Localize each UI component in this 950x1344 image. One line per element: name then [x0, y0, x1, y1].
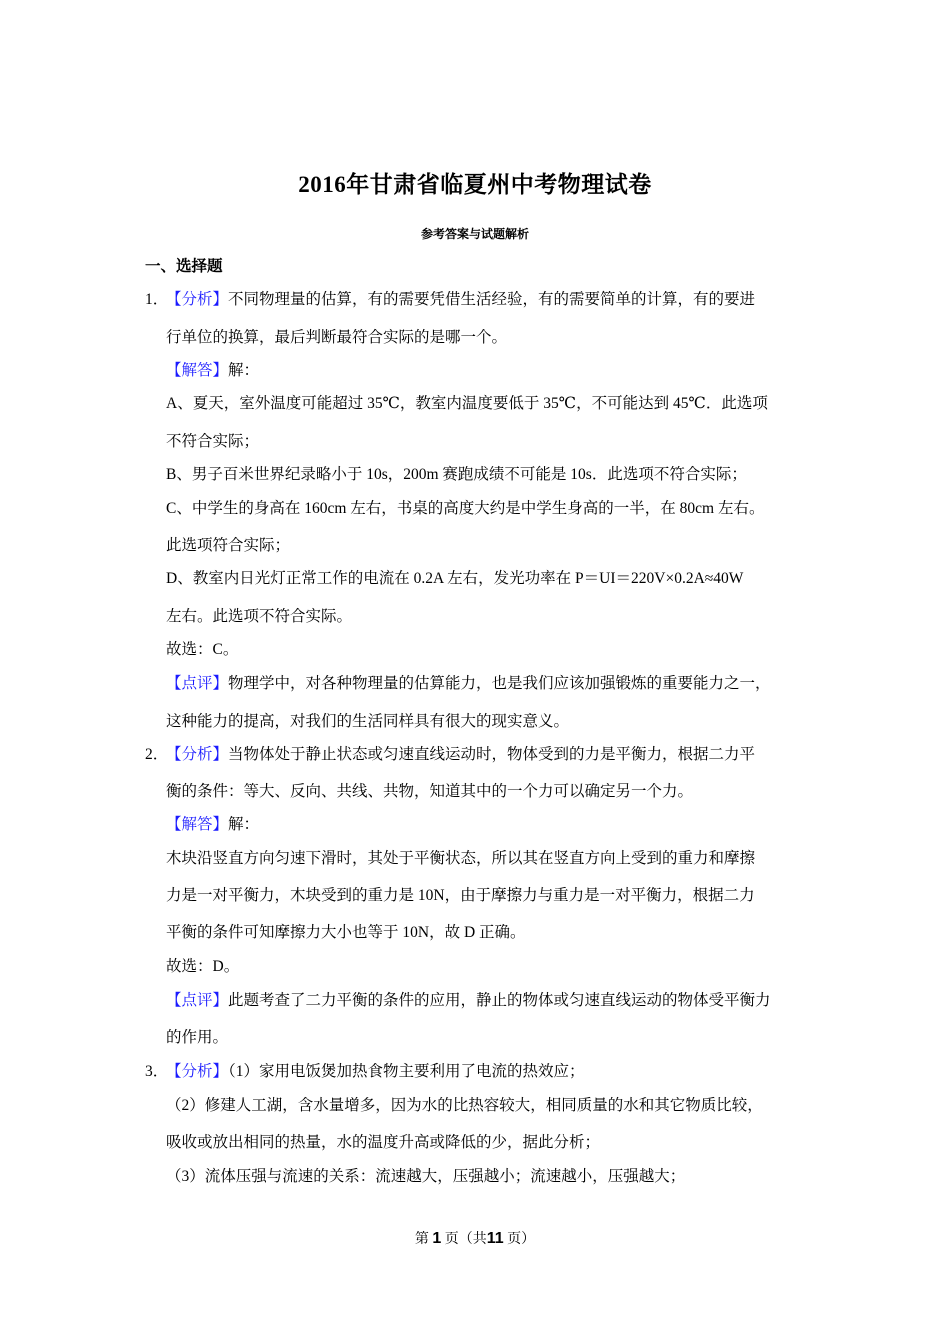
footer-suffix: 页）	[507, 1232, 536, 1247]
question-number: 3．	[145, 1063, 169, 1080]
page-subtitle: 参考答案与试题解析	[420, 227, 529, 241]
analysis-tag: 【分析】	[166, 291, 229, 308]
page-number: 1	[432, 1230, 442, 1247]
answer-head-text: 解：	[228, 362, 260, 379]
q1-answer-line: 此选项符合实际；	[166, 537, 291, 554]
q3-analysis-line: 吸收或放出相同的热量，水的温度升高或降低的少，据此分析；	[166, 1134, 601, 1151]
q2-comment-line	[166, 988, 771, 1010]
q1-analysis-line-2: 行单位的换算，最后判断最符合实际的是哪一个。	[166, 329, 508, 346]
q1-answer-line: 左右。此选项不符合实际。	[166, 608, 353, 625]
page-title: 2016年甘肃省临夏州中考物理试卷	[298, 172, 652, 197]
q1-answer-line: B、男子百米世界纪录略小于 10s，200m 赛跑成绩不可能是 10s．此选项不符合实际；	[166, 466, 747, 483]
q2-analysis-text: 当物体处于静止状态或匀速直线运动时，物体受到的力是平衡力，根据二力平	[228, 746, 756, 763]
q2-answer-line: 力是一对平衡力，木块受到的重力是 10N，由于摩擦力与重力是一对平衡力，根据二力	[166, 887, 755, 904]
answer-tag: 【解答】	[166, 362, 229, 379]
comment-tag: 【点评】	[166, 992, 229, 1009]
total-pages: 11	[486, 1230, 504, 1247]
q1-comment-text: 物理学中，对各种物理量的估算能力，也是我们应该加强锻炼的重要能力之一，	[228, 675, 771, 692]
analysis-tag: 【分析】	[166, 1063, 229, 1080]
q2-answer-line: 平衡的条件可知摩擦力大小也等于 10N，故 D 正确。	[166, 924, 526, 941]
q3-analysis-line: （2）修建人工湖，含水量增多，因为水的比热容较大，相同质量的水和其它物质比较，	[166, 1097, 763, 1114]
q1-choice: 故选：C。	[166, 641, 239, 658]
question-number: 2．	[145, 746, 169, 763]
analysis-tag: 【分析】	[166, 746, 229, 763]
footer-middle: 页（共	[444, 1232, 487, 1247]
q1-analysis-text: 不同物理量的估算，有的需要凭借生活经验，有的需要简单的计算，有的要进	[228, 291, 756, 308]
q2-answer-line: 木块沿竖直方向匀速下滑时，其处于平衡状态，所以其在竖直方向上受到的重力和摩擦	[166, 850, 756, 867]
q2-comment-line-2: 的作用。	[166, 1029, 229, 1046]
answer-head-text: 解：	[228, 816, 260, 833]
question-number: 1．	[145, 291, 169, 308]
footer-prefix: 第	[414, 1232, 429, 1247]
q3-analysis-text: （1）家用电饭煲加热食物主要利用了电流的热效应；	[228, 1063, 585, 1080]
q1-answer-line: A、夏天，室外温度可能超过 35℃，教室内温度要低于 35℃，不可能达到 45℃．此选项	[166, 395, 768, 412]
q3-analysis-line	[166, 1059, 585, 1081]
q2-comment-text: 此题考查了二力平衡的条件的应用，静止的物体或匀速直线运动的物体受平衡力	[228, 992, 771, 1009]
section-heading: 一、选择题	[145, 258, 223, 275]
q2-choice: 故选：D。	[166, 958, 240, 975]
q1-answer-line: D、教室内日光灯正常工作的电流在 0.2A 左右，发光功率在 P＝UI＝220V×0.2A≈40W	[166, 570, 744, 587]
q1-answer-head	[166, 358, 259, 380]
answer-tag: 【解答】	[166, 816, 229, 833]
q1-comment-line	[166, 671, 771, 693]
q1-answer-line: C、中学生的身高在 160cm 左右，书桌的高度大约是中学生身高的一半，在 80cm 左右。	[166, 500, 765, 517]
q2-analysis-line	[166, 742, 755, 764]
q3-analysis-line: （3）流体压强与流速的关系：流速越大，压强越小；流速越小，压强越大；	[166, 1168, 686, 1185]
q1-analysis-line	[166, 287, 755, 309]
q1-comment-line-2: 这种能力的提高，对我们的生活同样具有很大的现实意义。	[166, 713, 570, 730]
q2-answer-head	[166, 812, 259, 834]
q1-answer-line: 不符合实际；	[166, 433, 260, 450]
comment-tag: 【点评】	[166, 675, 229, 692]
q2-analysis-line-2: 衡的条件：等大、反向、共线、共物，知道其中的一个力可以确定另一个力。	[166, 783, 694, 800]
page-footer	[0, 1228, 950, 1248]
